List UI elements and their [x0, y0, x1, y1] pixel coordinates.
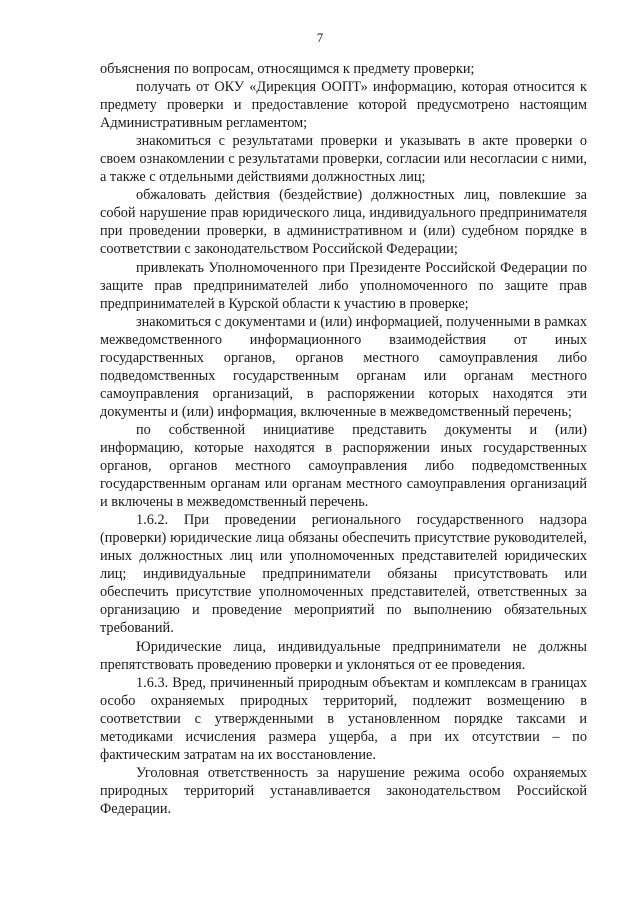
- document-body: [100, 60, 587, 818]
- paragraph: привлекать Уполномоченного при Президенте Российской Федерации по защите прав предпринимателей либо уполномоченного по защите прав предпринимателей в Курской области к участию в проверке;: [100, 259, 587, 312]
- paragraph: Уголовная ответственность за нарушение режима особо охраняемых природных территорий устанавливается законодательством Российской Федерации.: [100, 764, 587, 817]
- paragraph: 1.6.3. Вред, причиненный природным объектам и комплексам в границах особо охраняемых природных территорий, подлежит возмещению в соответствии с утвержденными в установленном порядке таксами и методиками исчисления размера ущерба, а при их отсутствии – по фактическим затратам на их восстановление.: [100, 674, 587, 763]
- paragraph: 1.6.2. При проведении регионального государственного надзора (проверки) юридические лица обязаны обеспечить присутствие руководителей, иных должностных лиц или уполномоченных представителей юридических лиц; индивидуальные предприниматели обязаны присутствовать или обеспечить присутствие уполномоченных представителей, ответственных за организацию и проведение мероприятий по выполнению обязательных требований.: [100, 512, 587, 637]
- paragraph: обжаловать действия (бездействие) должностных лиц, повлекшие за собой нарушение прав юридического лица, индивидуального предпринимателя при проведении проверки, в административном и (или) судебном порядке в соответствии с законодательством Российской Федерации;: [100, 187, 587, 258]
- paragraph: объяснения по вопросам, относящимся к предмету проверки;: [100, 61, 475, 77]
- paragraph: Юридические лица, индивидуальные предприниматели не должны препятствовать проведению проверки и уклоняться от ее проведения.: [100, 638, 587, 673]
- paragraph: знакомиться с результатами проверки и указывать в акте проверки о своем ознакомлении с результатами проверки, согласии или несогласии с ними, а также с отдельными действиями должностных лиц;: [100, 133, 587, 186]
- paragraph: по собственной инициативе представить документы и (или) информацию, которые находятся в распоряжении иных государственных органов, органов местного самоуправления либо подведомственных государственным органам или органам местного самоуправления организаций и включены в межведомственный перечень.: [100, 421, 587, 511]
- paragraph: знакомиться с документами и (или) информацией, полученными в рамках межведомственного информационного взаимодействия от иных государственных органов, органов местного самоуправления либо подведомственных государственным органам или органам местного самоуправления организаций, в распоряжении которых находятся эти документы и (или) информация, включенные в межведомственный перечень;: [100, 313, 587, 420]
- page-number: 7: [316, 30, 324, 45]
- paragraph: получать от ОКУ «Дирекция ООПТ» информацию, которая относится к предмету проверки и предоставление которой предусмотрено настоящим Административным регламентом;: [100, 79, 587, 132]
